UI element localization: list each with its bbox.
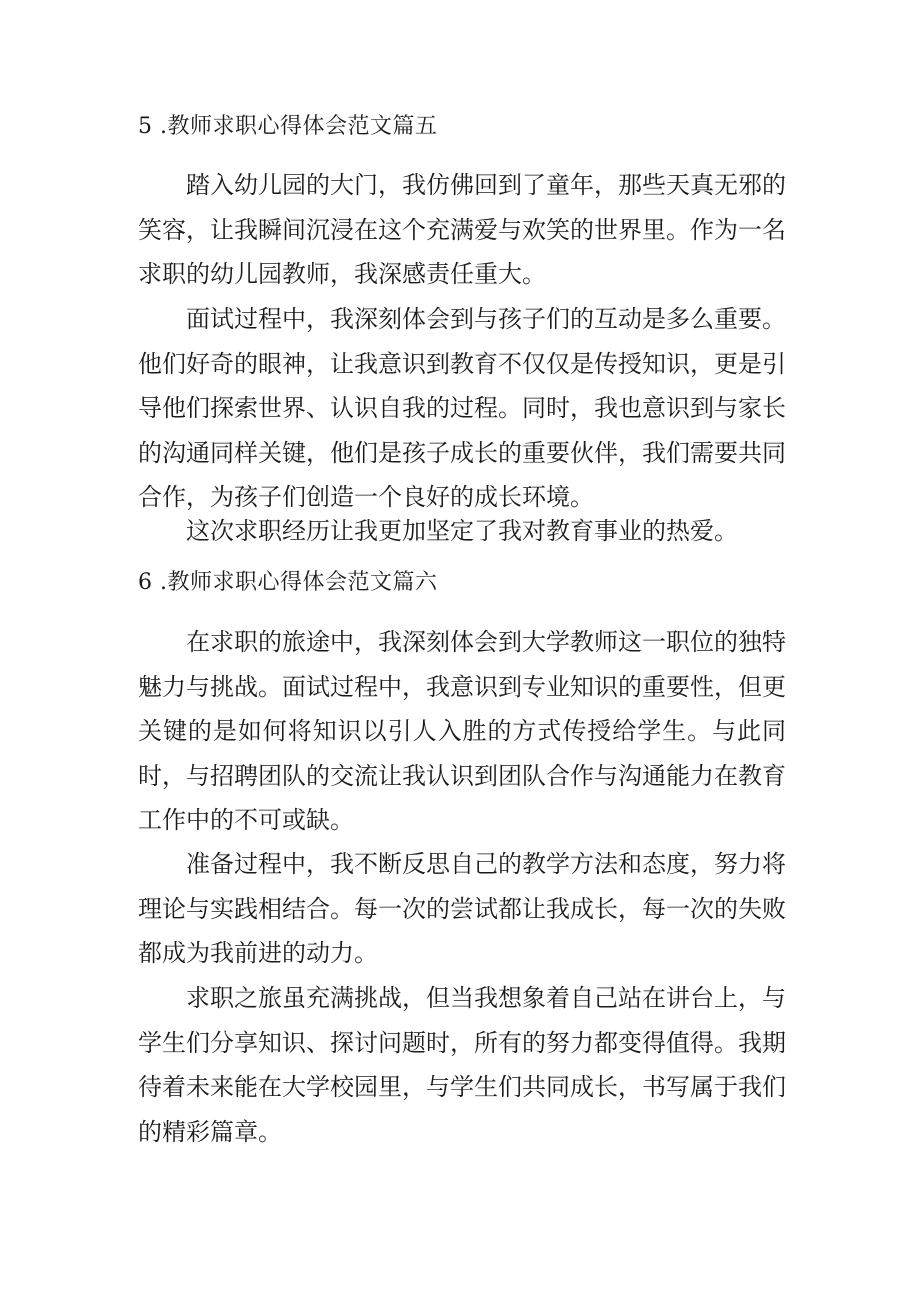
paragraph: 这次求职经历让我更加坚定了我对教育事业的热爱。 — [186, 517, 738, 545]
paragraph: 准备过程中，我不断反思自己的教学方法和态度，努力将理论与实践相结合。每一次的尝试都让我成长，每一次的失败都成为我前进的动力。 — [138, 850, 786, 967]
section-heading-6: 6 .教师求职心得体会范文篇六 — [138, 570, 438, 595]
section-heading-5: 5 .教师求职心得体会范文篇五 — [138, 114, 438, 139]
paragraph: 求职之旅虽充满挑战，但当我想象着自己站在讲台上，与学生们分享知识、探讨问题时，所有的努力都变得值得。我期待着未来能在大学校园里，与学生们共同成长，书写属于我们的精彩篇章。 — [138, 984, 786, 1146]
paragraph: 在求职的旅途中，我深刻体会到大学教师这一职位的独特魅力与挑战。面试过程中，我意识到专业知识的重要性，但更关键的是如何将知识以引人入胜的方式传授给学生。与此同时，与招聘团队的交流让我认识到团队合作与沟通能力在教育工作中的不可或缺。 — [138, 628, 786, 834]
paragraph: 面试过程中，我深刻体会到与孩子们的互动是多么重要。他们好奇的眼神，让我意识到教育不仅仅是传授知识，更是引导他们探索世界、认识自我的过程。同时，我也意识到与家长的沟通同样关键，他们是孩子成长的重要伙伴，我们需要共同合作，为孩子们创造一个良好的成长环境。 — [138, 305, 786, 511]
paragraph: 踏入幼儿园的大门，我仿佛回到了童年，那些天真无邪的笑容，让我瞬间沉浸在这个充满爱与欢笑的世界里。作为一名求职的幼儿园教师，我深感责任重大。 — [138, 171, 786, 288]
